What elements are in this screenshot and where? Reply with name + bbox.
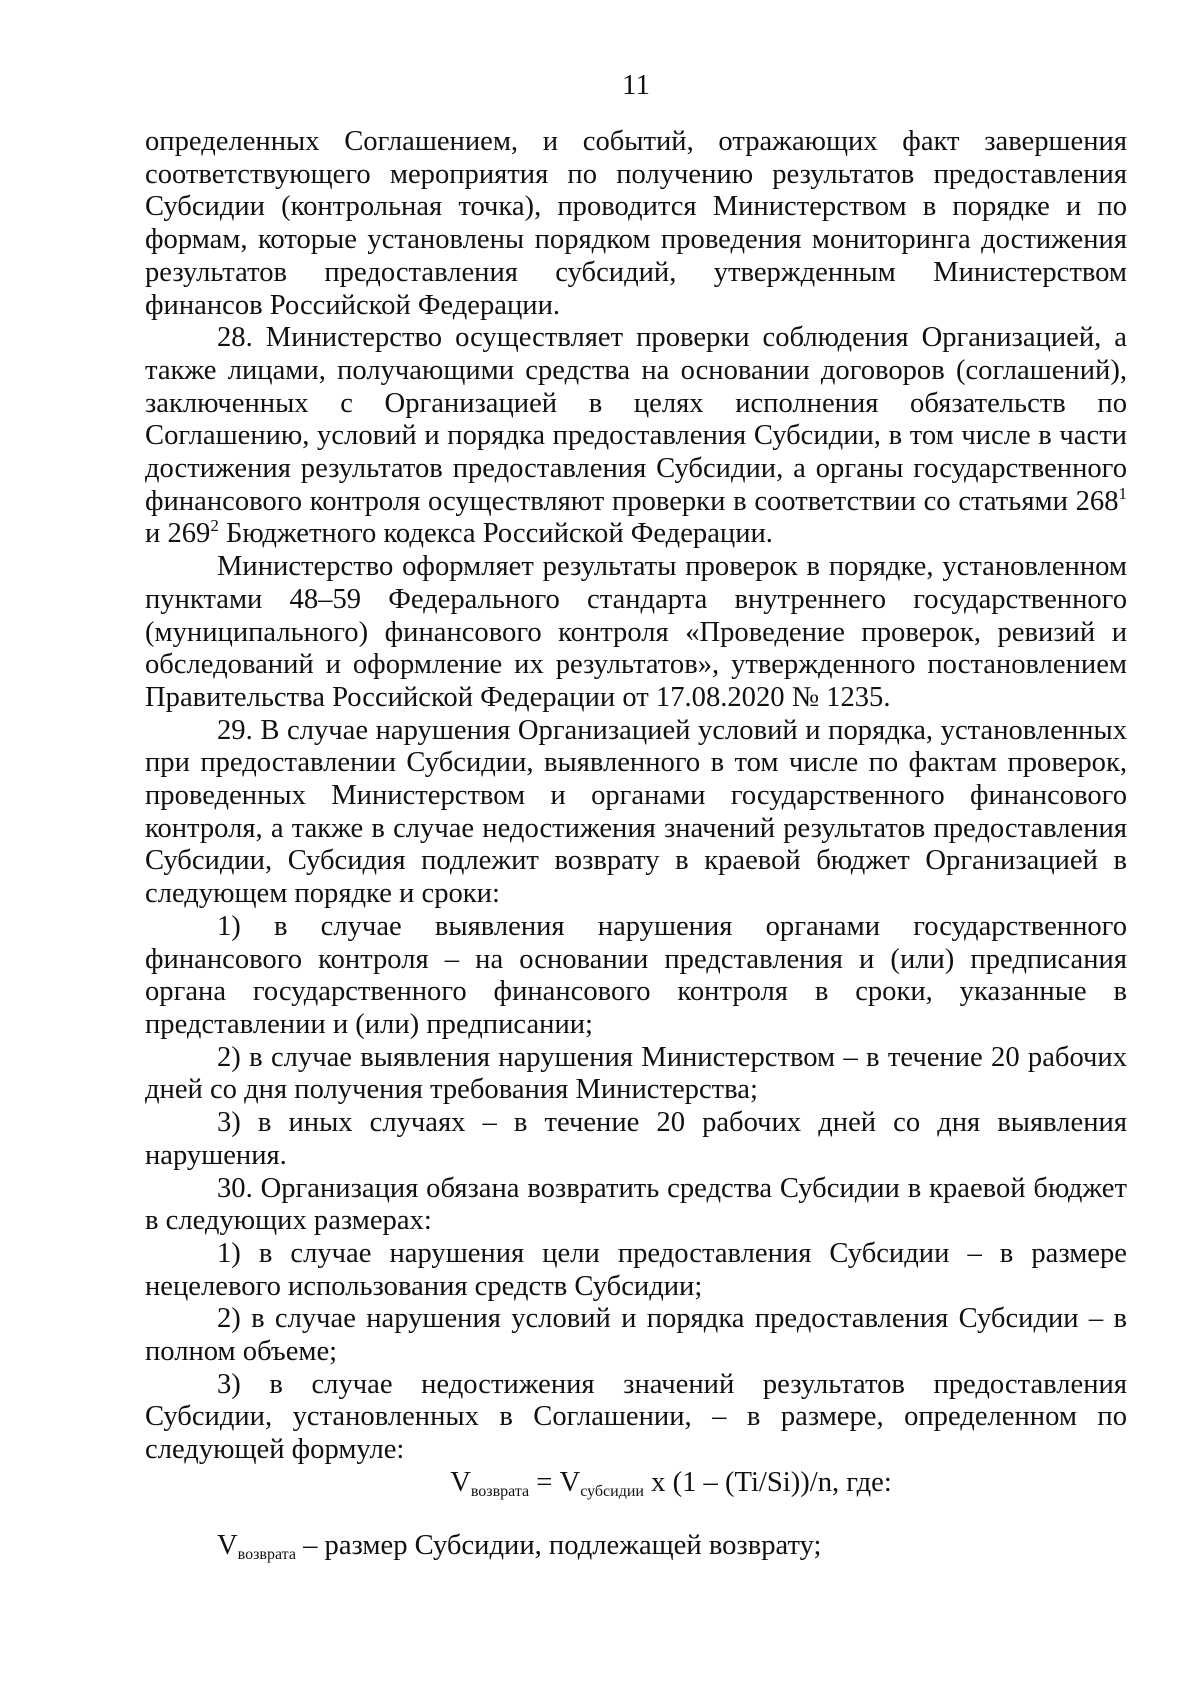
- definition-text: – размер Субсидии, подлежащей возврату;: [295, 1529, 822, 1561]
- document-body: [145, 126, 1127, 1562]
- formula-v1: V: [450, 1466, 471, 1498]
- formula-spacer: [145, 1500, 1127, 1530]
- formula-equals: = V: [529, 1466, 581, 1498]
- refund-formula: [145, 1467, 1127, 1500]
- paragraph-28-text: 28. Министерство осуществляет проверки соблюдения Организацией, а также лицами, получающими средства на основании договоров (соглашений), заключенных с Организацией в целях исполнения обязательств по Соглашению, условий и порядка предоставления Субсидии, в том числе в части достижения результатов предоставления Субсидии, а органы государственного финансового контроля осуществляют проверки в соответствии со статьями 268: [145, 322, 1127, 517]
- formula-rest: x (1 – (Ti/Si))/n, где:: [643, 1466, 892, 1498]
- list-item-30-1: 1) в случае нарушения цели предоставления Субсидии – в размере нецелевого использования средств Субсидии;: [145, 1237, 1127, 1302]
- list-item-30-2: 2) в случае нарушения условий и порядка предоставления Субсидии – в полном объеме;: [145, 1303, 1127, 1368]
- list-item-29-2: 2) в случае выявления нарушения Министерством – в течение 20 рабочих дней со дня получения требования Министерства;: [145, 1041, 1127, 1106]
- paragraph-28-end: Бюджетного кодекса Российской Федерации.: [218, 518, 773, 550]
- list-item-29-3: 3) в иных случаях – в течение 20 рабочих дней со дня выявления нарушения.: [145, 1107, 1127, 1171]
- paragraph-28: [145, 322, 1127, 551]
- article-superscript-1: 1: [1118, 483, 1127, 503]
- formula-subscript-subsidy: субсидии: [580, 1482, 644, 1500]
- paragraph-30: 30. Организация обязана возвратить средства Субсидии в краевой бюджет в следующих размерах:: [145, 1172, 1127, 1237]
- article-superscript-2: 2: [210, 516, 219, 536]
- list-item-29-1: 1) в случае выявления нарушения органами государственного финансового контроля – на основании представления и (или) предписания органа государственного финансового контроля в сроки, указанные в представлении и (или) предписании;: [145, 910, 1127, 1040]
- formula-subscript-refund: возврата: [470, 1482, 530, 1500]
- paragraph-28-connector: и 269: [145, 518, 211, 550]
- paragraph-continuation: определенных Соглашением, и событий, отражающих факт завершения соответствующего мероприятия по получению результатов предоставления Субсидии (контрольная точка), проводится Министерством в порядке и по формам, которые установлены порядком проведения мониторинга достижения результатов предоставления субсидий, утвержденным Министерством финансов Российской Федерации.: [145, 126, 1127, 321]
- paragraph-29: 29. В случае нарушения Организацией условий и порядка, установленных при предоставлении Субсидии, выявленного в том числе по фактам проверок, проведенных Министерством и органами государственного финансового контроля, а также в случае недостижения значений результатов предоставления Субсидии, Субсидия подлежит возврату в краевой бюджет Организацией в следующем порядке и сроки:: [145, 714, 1127, 910]
- paragraph-inspection-results: Министерство оформляет результаты проверок в порядке, установленном пунктами 48–59 Федерального стандарта внутреннего государственного (муниципального) финансового контроля «Проведение проверок, ревизий и обследований и оформление их результатов», утвержденного постановлением Правительства Российской Федерации от 17.08.2020 № 1235.: [145, 551, 1127, 713]
- page-number: 11: [622, 69, 650, 101]
- definition-v: V: [217, 1529, 238, 1561]
- document-page: [145, 68, 1127, 1668]
- list-item-30-3: 3) в случае недостижения значений результатов предоставления Субсидии, установленных в Соглашении, – в размере, определенном по следующей формуле:: [145, 1368, 1127, 1466]
- definition-subscript: возврата: [237, 1545, 296, 1563]
- formula-definition-refund: [145, 1530, 1127, 1563]
